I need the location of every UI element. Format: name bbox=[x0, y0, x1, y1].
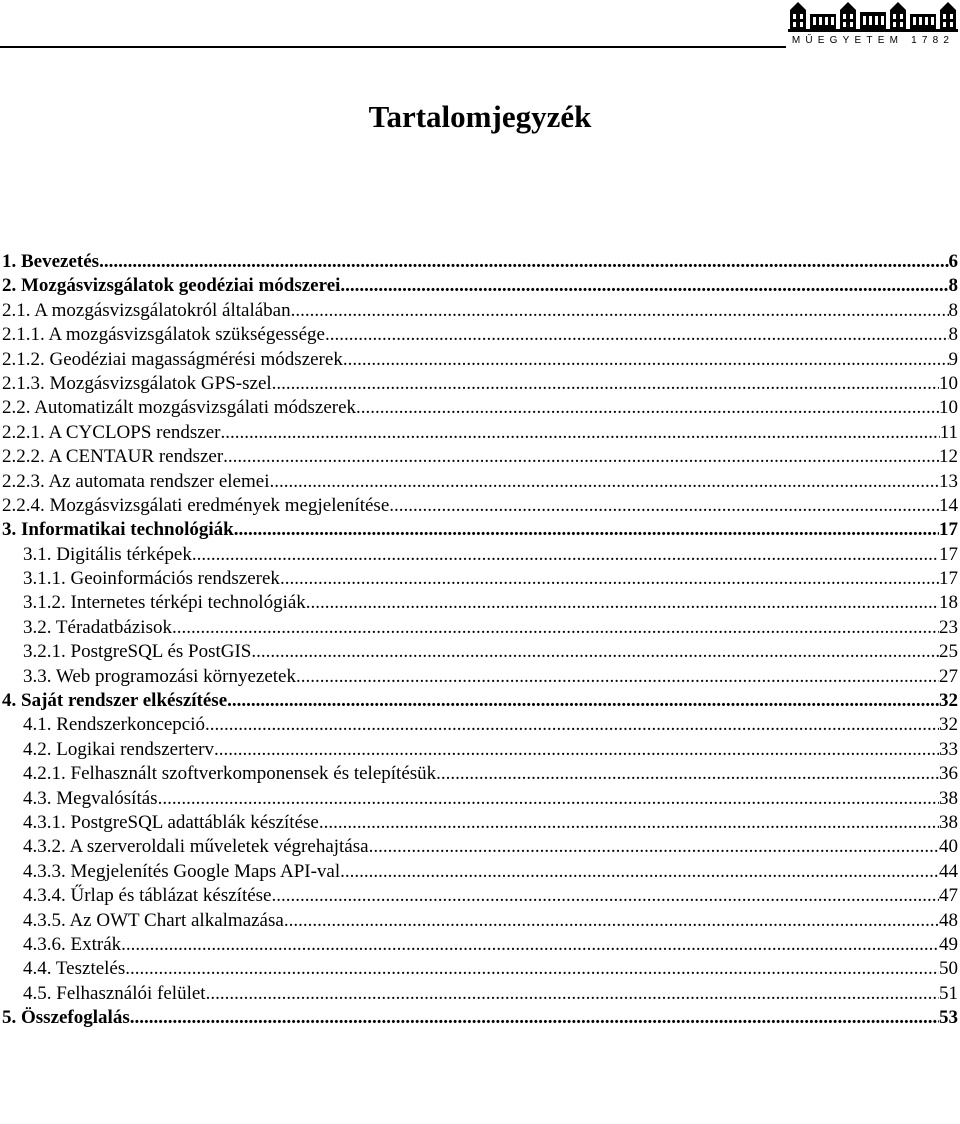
toc-entry-label: 2.1. A mozgásvizsgálatokról általában bbox=[2, 299, 291, 321]
toc-entry-page: 18 bbox=[939, 592, 958, 614]
toc-entry-page: 49 bbox=[939, 933, 958, 955]
toc-entry-page: 13 bbox=[939, 470, 958, 492]
toc-entry[interactable] bbox=[0, 396, 960, 420]
toc-entry-page: 8 bbox=[948, 299, 958, 321]
toc-entry-label: 3.2.1. PostgreSQL és PostGIS bbox=[23, 641, 252, 663]
toc-entry-label: 4.5. Felhasználói felület bbox=[23, 982, 206, 1004]
toc-entry[interactable] bbox=[0, 738, 960, 762]
toc-leader-dots bbox=[272, 372, 939, 396]
university-logo bbox=[788, 2, 958, 50]
toc-entry[interactable] bbox=[0, 640, 960, 664]
toc-entry[interactable] bbox=[0, 860, 960, 884]
toc-entry-label: 2.1.2. Geodéziai magasságmérési módszerek bbox=[2, 348, 343, 370]
toc-leader-dots bbox=[340, 274, 948, 298]
toc-entry-page: 53 bbox=[939, 1007, 958, 1029]
toc-leader-dots bbox=[158, 787, 939, 811]
toc-entry-label: 2.1.1. A mozgásvizsgálatok szükségessége bbox=[2, 324, 325, 346]
toc-leader-dots bbox=[125, 957, 939, 981]
toc-entry-label: 2. Mozgásvizsgálatok geodéziai módszerei bbox=[2, 275, 341, 297]
toc-entry-label: 2.2. Automatizált mozgásvizsgálati módszerek bbox=[2, 397, 357, 419]
toc-leader-dots bbox=[269, 470, 939, 494]
toc-leader-dots bbox=[223, 445, 939, 469]
toc-entry-label: 4.2.1. Felhasznált szoftverkomponensek és telepítésük bbox=[23, 763, 437, 785]
toc-entry-page: 38 bbox=[939, 787, 958, 809]
toc-entry-label: 2.2.1. A CYCLOPS rendszer bbox=[2, 421, 221, 443]
toc-leader-dots bbox=[205, 713, 939, 737]
toc-leader-dots bbox=[227, 689, 939, 713]
toc-entry[interactable] bbox=[0, 250, 960, 274]
toc-entry-label: 4.1. Rendszerkoncepció bbox=[23, 714, 206, 736]
toc-leader-dots bbox=[192, 543, 939, 567]
toc-entry-page: 17 bbox=[939, 519, 958, 541]
toc-entry[interactable] bbox=[0, 445, 960, 469]
toc-entry-label: 2.2.2. A CENTAUR rendszer bbox=[2, 446, 224, 468]
toc-entry-page: 32 bbox=[939, 690, 958, 712]
toc-entry-label: 2.2.3. Az automata rendszer elemei bbox=[2, 470, 270, 492]
toc-entry[interactable] bbox=[0, 909, 960, 933]
toc-leader-dots bbox=[121, 933, 939, 957]
university-building-icon bbox=[788, 2, 958, 32]
toc-entry-page: 50 bbox=[939, 958, 958, 980]
toc-entry[interactable] bbox=[0, 689, 960, 713]
toc-entry-page: 10 bbox=[939, 397, 958, 419]
toc-entry-label: 4. Saját rendszer elkészítése bbox=[2, 690, 228, 712]
toc-leader-dots bbox=[271, 884, 939, 908]
toc-entry-label: 4.3.6. Extrák bbox=[23, 933, 122, 955]
toc-entry-page: 33 bbox=[939, 738, 958, 760]
toc-entry-page: 27 bbox=[939, 665, 958, 687]
toc-leader-dots bbox=[436, 762, 939, 786]
toc-leader-dots bbox=[280, 567, 939, 591]
toc-entry[interactable] bbox=[0, 811, 960, 835]
toc-entry[interactable] bbox=[0, 762, 960, 786]
toc-leader-dots bbox=[284, 909, 939, 933]
toc-entry-label: 4.3.2. A szerveroldali műveletek végrehajtása bbox=[23, 836, 369, 858]
toc-leader-dots bbox=[172, 616, 939, 640]
toc-leader-dots bbox=[221, 421, 940, 445]
toc-entry[interactable] bbox=[0, 591, 960, 615]
toc-entry[interactable] bbox=[0, 957, 960, 981]
toc-leader-dots bbox=[251, 640, 939, 664]
toc-entry-page: 38 bbox=[939, 811, 958, 833]
toc-entry-label: 4.2. Logikai rendszerterv bbox=[23, 738, 214, 760]
toc-entry[interactable] bbox=[0, 982, 960, 1006]
toc-entry-page: 8 bbox=[948, 324, 958, 346]
toc-entry-page: 11 bbox=[939, 421, 958, 443]
toc-entry-page: 8 bbox=[948, 275, 958, 297]
toc-leader-dots bbox=[234, 518, 939, 542]
toc-entry-page: 48 bbox=[939, 909, 958, 931]
toc-entry-label: 5. Összefoglalás bbox=[2, 1007, 130, 1029]
toc-leader-dots bbox=[325, 323, 949, 347]
toc-entry-label: 4.3.5. Az OWT Chart alkalmazása bbox=[23, 909, 284, 931]
toc-entry-page: 23 bbox=[939, 616, 958, 638]
page-title: Tartalomjegyzék bbox=[368, 99, 592, 134]
toc-leader-dots bbox=[319, 811, 939, 835]
toc-entry-page: 9 bbox=[948, 348, 958, 370]
toc-entry[interactable] bbox=[0, 713, 960, 737]
toc-entry-label: 4.3.3. Megjelenítés Google Maps API-val bbox=[23, 860, 341, 882]
toc-entry[interactable] bbox=[0, 323, 960, 347]
header-rule bbox=[0, 46, 786, 48]
toc-entry-label: 1. Bevezetés bbox=[2, 251, 100, 272]
toc-entry-label: 4.3.1. PostgreSQL adattáblák készítése bbox=[23, 811, 319, 833]
toc-entry[interactable] bbox=[0, 543, 960, 567]
toc-leader-dots bbox=[291, 299, 949, 323]
toc-entry[interactable] bbox=[0, 470, 960, 494]
toc-entry-page: 25 bbox=[939, 641, 958, 663]
toc-leader-dots bbox=[206, 982, 939, 1006]
toc-entry[interactable] bbox=[0, 933, 960, 957]
toc-entry[interactable] bbox=[0, 884, 960, 908]
toc-entry-label: 4.3. Megvalósítás bbox=[23, 787, 158, 809]
toc-entry-page: 10 bbox=[939, 372, 958, 394]
toc-entry[interactable] bbox=[0, 665, 960, 689]
toc-entry-page: 17 bbox=[939, 568, 958, 590]
toc-leader-dots bbox=[214, 738, 939, 762]
toc-entry[interactable] bbox=[0, 299, 960, 323]
toc-entry-label: 3.1.1. Geoinformációs rendszerek bbox=[23, 568, 280, 590]
toc-entry[interactable] bbox=[0, 274, 960, 298]
toc-entry-label: 3.2. Téradatbázisok bbox=[23, 616, 172, 638]
toc-entry-label: 3.1. Digitális térképek bbox=[23, 543, 192, 565]
toc-entry-page: 6 bbox=[948, 251, 958, 272]
toc-entry-label: 2.2.4. Mozgásvizsgálati eredmények megjelenítése bbox=[2, 494, 390, 516]
toc-leader-dots bbox=[389, 494, 939, 518]
toc-entry-page: 14 bbox=[939, 494, 958, 516]
toc-entry[interactable] bbox=[0, 348, 960, 372]
toc-entry[interactable] bbox=[0, 787, 960, 811]
toc-entry-page: 51 bbox=[939, 982, 958, 1004]
toc-entry-page: 40 bbox=[939, 836, 958, 858]
toc-entry[interactable] bbox=[0, 421, 960, 445]
toc-entry[interactable] bbox=[0, 567, 960, 591]
toc-entry-label: 4.3.4. Űrlap és táblázat készítése bbox=[23, 885, 272, 907]
toc-leader-dots bbox=[340, 860, 939, 884]
toc-leader-dots bbox=[343, 348, 949, 372]
toc-entry[interactable] bbox=[0, 616, 960, 640]
toc-entry-page: 12 bbox=[939, 446, 958, 468]
toc-entry-label: 2.1.3. Mozgásvizsgálatok GPS-szel bbox=[2, 372, 272, 394]
toc-entry-label: 3.1.2. Internetes térképi technológiák bbox=[23, 592, 306, 614]
toc-entry-label: 3.3. Web programozási környezetek bbox=[23, 665, 296, 687]
toc-entry[interactable] bbox=[0, 835, 960, 859]
toc-entry-label: 4.4. Tesztelés bbox=[23, 958, 126, 980]
toc-entry[interactable] bbox=[0, 372, 960, 396]
toc-leader-dots bbox=[130, 1006, 939, 1030]
logo-text: MŰEGYETEM 1782 bbox=[791, 35, 955, 46]
toc-leader-dots bbox=[369, 835, 939, 859]
toc-entry-page: 32 bbox=[939, 714, 958, 736]
toc-leader-dots bbox=[356, 396, 939, 420]
table-of-contents bbox=[0, 250, 960, 1031]
toc-entry-page: 17 bbox=[939, 543, 958, 565]
toc-entry-page: 36 bbox=[939, 763, 958, 785]
toc-entry[interactable] bbox=[0, 494, 960, 518]
toc-entry-page: 47 bbox=[939, 885, 958, 907]
toc-entry-page: 44 bbox=[939, 860, 958, 882]
toc-leader-dots bbox=[296, 665, 939, 689]
toc-leader-dots bbox=[306, 591, 939, 615]
toc-entry[interactable] bbox=[0, 518, 960, 542]
toc-leader-dots bbox=[99, 250, 948, 274]
toc-entry-label: 3. Informatikai technológiák bbox=[2, 519, 234, 541]
toc-entry[interactable] bbox=[0, 1006, 960, 1030]
